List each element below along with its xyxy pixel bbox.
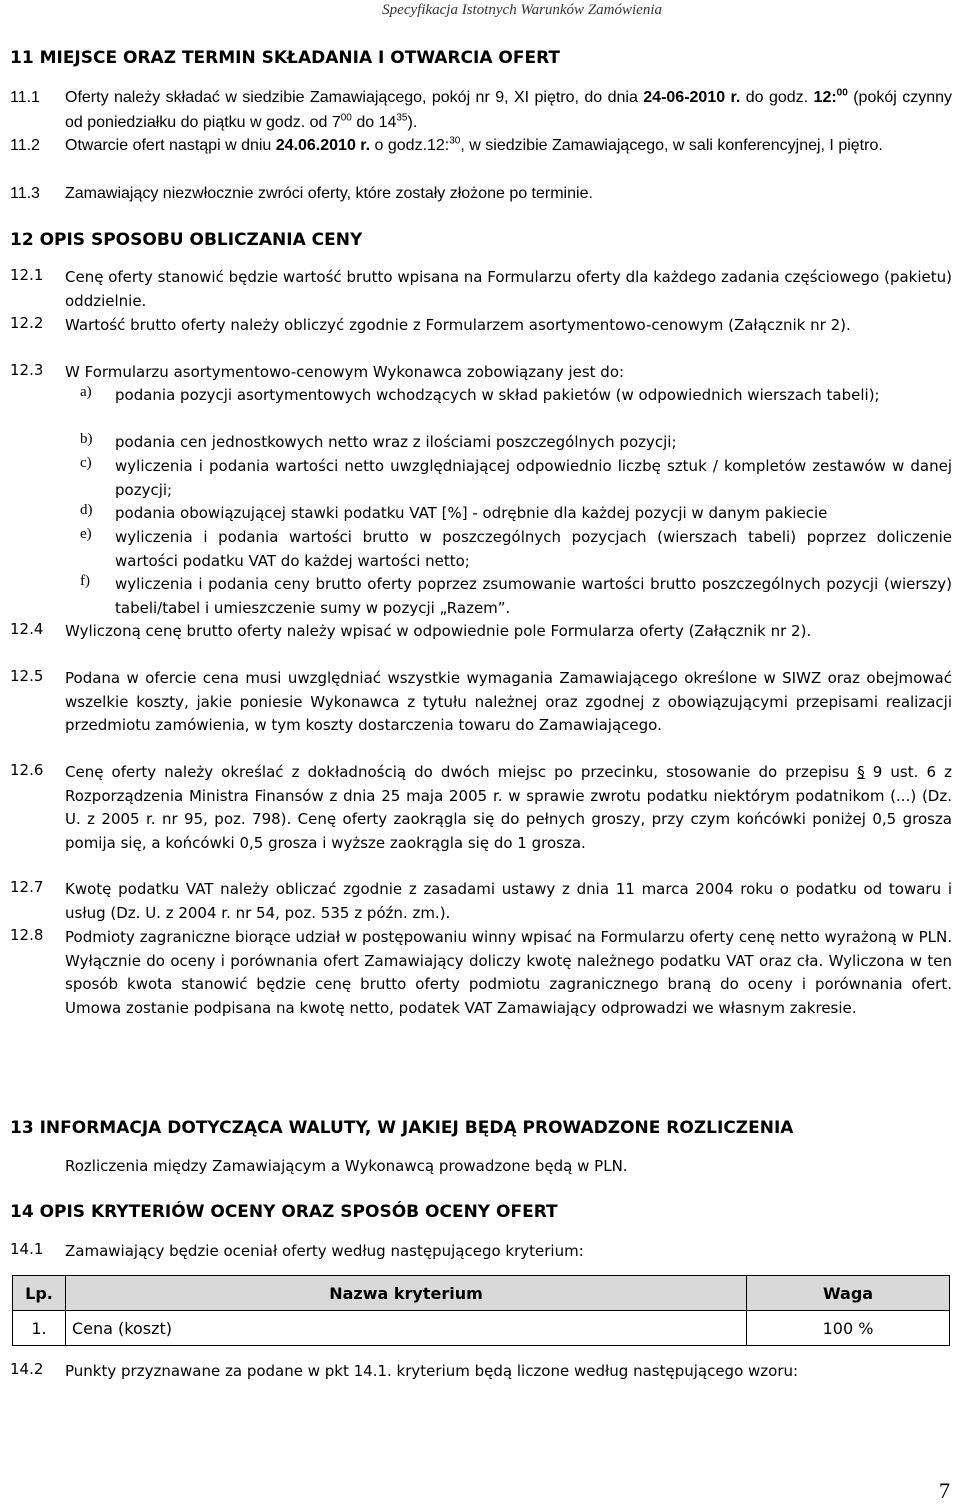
cell-lp: 1. — [13, 1311, 66, 1346]
section-11-title: 11 MIEJSCE ORAZ TERMIN SKŁADANIA I OTWARCIA OFERT — [10, 48, 561, 68]
table-header-row — [13, 1276, 950, 1311]
header-lp: Lp. — [13, 1276, 66, 1311]
page-number: 7 — [939, 1478, 950, 1503]
criteria-table — [12, 1275, 950, 1346]
running-header: Specyfikacja Istotnych Warunków Zamówienia — [382, 2, 662, 18]
cell-weight: 100 % — [747, 1311, 950, 1346]
section-13-title: 13 INFORMACJA DOTYCZĄCA WALUTY, W JAKIEJ BĘDĄ PROWADZONE ROZLICZENIA — [10, 1118, 794, 1138]
header-weight: Waga — [747, 1276, 950, 1311]
section-14-title: 14 OPIS KRYTERIÓW OCENY ORAZ SPOSÓB OCENY OFERT — [10, 1202, 558, 1222]
section-12-title: 12 OPIS SPOSOBU OBLICZANIA CENY — [10, 230, 363, 250]
cell-name: Cena (koszt) — [66, 1311, 747, 1346]
header-name: Nazwa kryterium — [66, 1276, 747, 1311]
table-row — [13, 1311, 950, 1346]
